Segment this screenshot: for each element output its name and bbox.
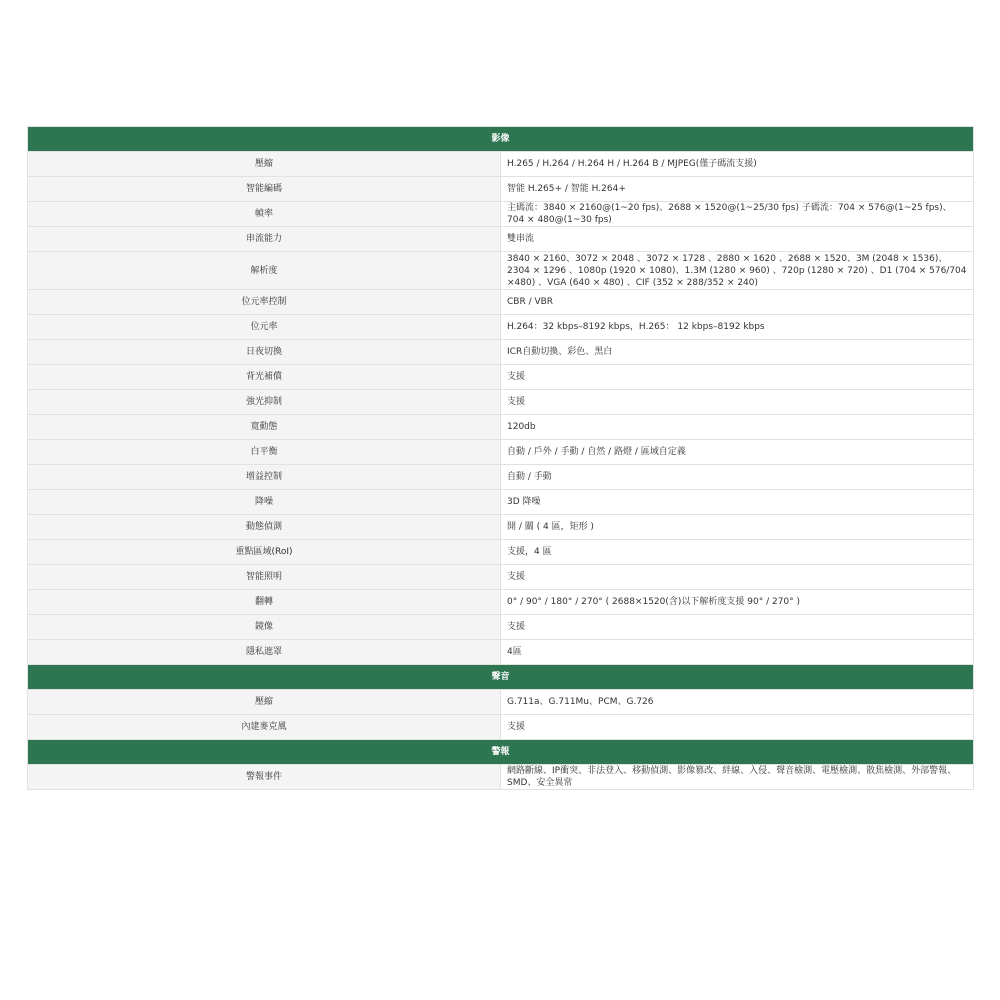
spec-value: 支援，4 區 xyxy=(501,540,974,565)
spec-row xyxy=(28,540,974,565)
spec-row xyxy=(28,590,974,615)
spec-row xyxy=(28,340,974,365)
section-header-row xyxy=(28,665,974,690)
spec-value: 0° / 90° / 180° / 270° ( 2688×1520(含)以下解析度支援 90° / 270° ) xyxy=(501,590,974,615)
spec-row xyxy=(28,290,974,315)
spec-value: 支援 xyxy=(501,615,974,640)
section-title: 聲音 xyxy=(28,665,974,690)
spec-value: 支援 xyxy=(501,565,974,590)
spec-label: 隱私遮罩 xyxy=(28,640,501,665)
spec-row xyxy=(28,615,974,640)
spec-value: 支援 xyxy=(501,390,974,415)
section-header-row xyxy=(28,127,974,152)
spec-label: 位元率控制 xyxy=(28,290,501,315)
spec-row xyxy=(28,315,974,340)
spec-row xyxy=(28,252,974,290)
spec-value: 4區 xyxy=(501,640,974,665)
spec-label: 白平衡 xyxy=(28,440,501,465)
spec-row xyxy=(28,177,974,202)
spec-row xyxy=(28,440,974,465)
spec-label: 位元率 xyxy=(28,315,501,340)
spec-row xyxy=(28,415,974,440)
section-title: 警報 xyxy=(28,740,974,765)
spec-label: 壓縮 xyxy=(28,152,501,177)
spec-row xyxy=(28,640,974,665)
spec-table-body xyxy=(28,127,974,790)
spec-row xyxy=(28,690,974,715)
section-header-row xyxy=(28,740,974,765)
spec-value: 智能 H.265+ / 智能 H.264+ xyxy=(501,177,974,202)
spec-value: 主碼流：3840 × 2160@(1~20 fps)、2688 × 1520@(1~25/30 fps) 子碼流：704 × 576@(1~25 fps)、704 × 480@(1~30 fps) xyxy=(501,202,974,227)
spec-row xyxy=(28,202,974,227)
spec-value: 120db xyxy=(501,415,974,440)
spec-label: 幀率 xyxy=(28,202,501,227)
spec-label: 日夜切換 xyxy=(28,340,501,365)
spec-value: G.711a、G.711Mu、PCM、G.726 xyxy=(501,690,974,715)
spec-row xyxy=(28,390,974,415)
spec-value: H.264：32 kbps–8192 kbps，H.265： 12 kbps–8192 kbps xyxy=(501,315,974,340)
spec-label: 動態偵測 xyxy=(28,515,501,540)
spec-row xyxy=(28,765,974,790)
spec-row xyxy=(28,565,974,590)
spec-value: ICR自動切換、彩色、黑白 xyxy=(501,340,974,365)
spec-row xyxy=(28,515,974,540)
spec-value: 支援 xyxy=(501,715,974,740)
spec-label: 重點區域(RoI) xyxy=(28,540,501,565)
spec-row xyxy=(28,465,974,490)
spec-label: 翻轉 xyxy=(28,590,501,615)
spec-label: 鏡像 xyxy=(28,615,501,640)
spec-value: H.265 / H.264 / H.264 H / H.264 B / MJPEG(僅子碼流支援) xyxy=(501,152,974,177)
section-title: 影像 xyxy=(28,127,974,152)
spec-value: 自動 / 手動 xyxy=(501,465,974,490)
spec-value: 3D 降噪 xyxy=(501,490,974,515)
spec-row xyxy=(28,152,974,177)
spec-label: 智能編碼 xyxy=(28,177,501,202)
spec-label: 寬動態 xyxy=(28,415,501,440)
spec-label: 警報事件 xyxy=(28,765,501,790)
spec-table xyxy=(27,126,974,790)
spec-value: 支援 xyxy=(501,365,974,390)
spec-label: 背光補償 xyxy=(28,365,501,390)
spec-row xyxy=(28,490,974,515)
spec-label: 增益控制 xyxy=(28,465,501,490)
spec-label: 智能照明 xyxy=(28,565,501,590)
spec-label: 強光抑制 xyxy=(28,390,501,415)
spec-label: 降噪 xyxy=(28,490,501,515)
spec-row xyxy=(28,715,974,740)
spec-row xyxy=(28,227,974,252)
spec-label: 串流能力 xyxy=(28,227,501,252)
spec-value: CBR / VBR xyxy=(501,290,974,315)
spec-label: 壓縮 xyxy=(28,690,501,715)
spec-table-container xyxy=(27,126,974,790)
spec-label: 解析度 xyxy=(28,252,501,290)
spec-value: 開 / 關 ( 4 區，矩形 ) xyxy=(501,515,974,540)
spec-value: 網路斷線、IP衝突、非法登入、移動偵測、影像篡改、絆線、入侵、聲音檢測、電壓檢測、散焦檢測、外部警報、SMD、安全異常 xyxy=(501,765,974,790)
spec-row xyxy=(28,365,974,390)
spec-value: 自動 / 戶外 / 手動 / 自然 / 路燈 / 區域自定義 xyxy=(501,440,974,465)
spec-value: 雙串流 xyxy=(501,227,974,252)
spec-value: 3840 × 2160、3072 × 2048 、3072 × 1728 、2880 × 1620 、2688 × 1520、3M (2048 × 1536)、2304 × 1296 、1080p (1920 × 1080)、1.3M (1280 × 960) 、720p (1280 × 720) 、D1 (704 × 576/704 ×480) 、VGA (640 × 480) 、CIF (352 × 288/352 × 240) xyxy=(501,252,974,290)
spec-label: 內建麥克風 xyxy=(28,715,501,740)
